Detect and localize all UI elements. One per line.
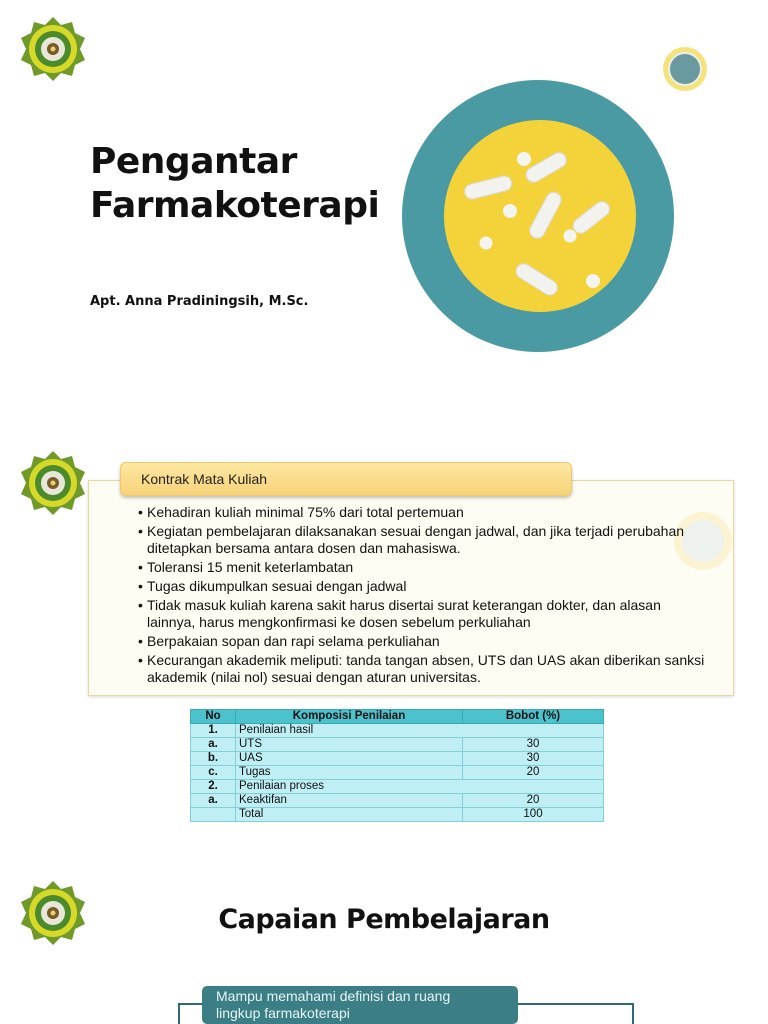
table-cell: 30 xyxy=(463,752,604,766)
table-cell: a. xyxy=(191,794,236,808)
table-cell: 20 xyxy=(463,794,604,808)
table-header: Komposisi Penilaian xyxy=(236,710,463,724)
table-cell: Penilaian proses xyxy=(236,780,604,794)
table-row xyxy=(191,766,604,780)
table-row xyxy=(191,794,604,808)
table-cell: Keaktifan xyxy=(236,794,463,808)
table-cell: Tugas xyxy=(236,766,463,780)
table-cell: 30 xyxy=(463,738,604,752)
slide-title xyxy=(0,0,768,410)
table-cell: Total xyxy=(236,808,463,822)
table-cell: c. xyxy=(191,766,236,780)
list-item: • Berpakaian sopan dan rapi selama perkuliahan xyxy=(138,633,708,650)
table-cell: Penilaian hasil xyxy=(236,724,604,738)
table-cell: 1. xyxy=(191,724,236,738)
table-cell: UTS xyxy=(236,738,463,752)
table-cell: UAS xyxy=(236,752,463,766)
slide-course-contract xyxy=(0,420,768,840)
list-item: • Kehadiran kuliah minimal 75% dari total pertemuan xyxy=(138,504,708,521)
list-item: • Tidak masuk kuliah karena sakit harus disertai surat keterangan dokter, dan alasan lainnya, harus mengkonfirmasi ke dosen sebelum perkuliahan xyxy=(138,597,708,631)
list-item: • Kegiatan pembelajaran dilaksanakan sesuai dengan jadwal, dan jika terjadi perubahan ditetapkan bersama antara dosen dan mahasiswa. xyxy=(138,523,708,557)
outcome-line: lingkup farmakoterapi xyxy=(216,1005,350,1021)
table-cell xyxy=(191,808,236,822)
outcome-card xyxy=(202,986,518,1024)
table-header: No xyxy=(191,710,236,724)
table-header: Bobot (%) xyxy=(463,710,604,724)
title-line: Pengantar xyxy=(90,141,297,182)
university-seal-icon xyxy=(20,16,86,82)
table-row xyxy=(191,780,604,794)
author-name: Apt. Anna Pradiningsih, M.Sc. xyxy=(90,294,309,309)
grading-table xyxy=(190,709,604,822)
slide-learning-outcomes xyxy=(0,850,768,1024)
table-cell: 100 xyxy=(463,808,604,822)
page-title xyxy=(90,140,410,228)
table-cell: a. xyxy=(191,738,236,752)
outcome-line: Mampu memahami definisi dan ruang xyxy=(216,988,451,1004)
table-row xyxy=(191,808,604,822)
list-item: • Kecurangan akademik meliputi: tanda tangan absen, UTS dan UAS akan diberikan sanksi akademik (nilai nol) sesuai dengan aturan universitas. xyxy=(138,652,708,686)
table-row xyxy=(191,752,604,766)
university-seal-icon xyxy=(20,450,86,516)
table-cell: 20 xyxy=(463,766,604,780)
pills-on-plate-icon xyxy=(402,80,674,352)
list-item: • Toleransi 15 menit keterlambatan xyxy=(138,559,708,576)
list-item: • Tugas dikumpulkan sesuai dengan jadwal xyxy=(138,578,708,595)
table-cell: b. xyxy=(191,752,236,766)
contract-list xyxy=(138,504,708,688)
table-cell: 2. xyxy=(191,780,236,794)
section-heading: Kontrak Mata Kuliah xyxy=(120,462,572,496)
title-line: Farmakoterapi xyxy=(90,185,380,226)
table-row xyxy=(191,724,604,738)
page-title: Capaian Pembelajaran xyxy=(218,904,550,935)
table-header-row xyxy=(191,710,604,724)
table-row xyxy=(191,738,604,752)
